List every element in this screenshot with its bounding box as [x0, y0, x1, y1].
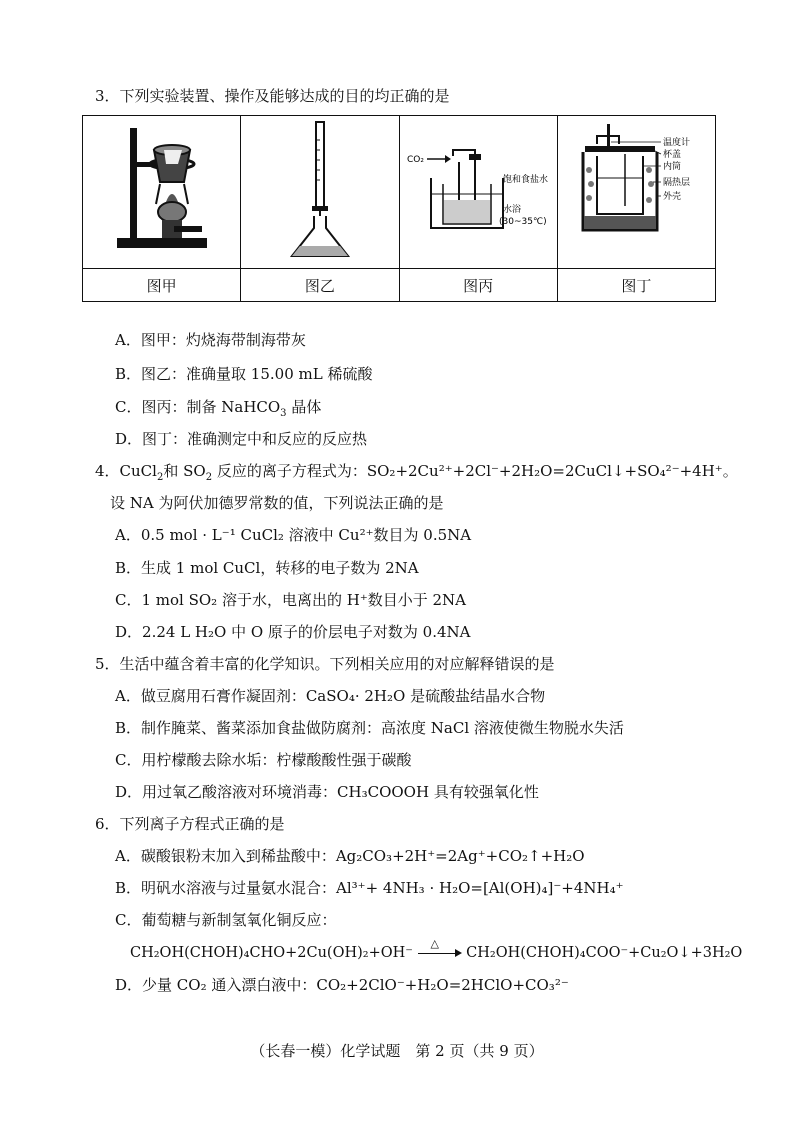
figure-ding [557, 116, 715, 269]
label-inner-cup: 内筒 [663, 162, 682, 172]
q5-option-c: C．用柠檬酸去除水垢：柠檬酸酸性强于碳酸 [115, 751, 412, 769]
label-thermometer: 温度计 [663, 138, 691, 148]
q3-stem: 3．下列实验装置、操作及能够达成的目的均正确的是 [95, 87, 450, 105]
q6-glucose-equation [130, 937, 743, 963]
q5-option-d: D．用过氧乙酸溶液对环境消毒：CH₃COOOH 具有较强氧化性 [115, 783, 539, 801]
apparatus-table [82, 115, 716, 302]
glucose-eq-right: CH₂OH(CHOH)₄COO⁻+Cu₂O↓+3H₂O [466, 945, 743, 961]
q3-option-a: A．图甲：灼烧海带制海带灰 [115, 331, 306, 349]
label-bath: 水浴 [503, 205, 522, 215]
q4-option-a: A．0.5 mol · L⁻¹ CuCl₂ 溶液中 Cu²⁺数目为 0.5NA [115, 526, 472, 544]
buret-flask-diagram [280, 120, 360, 260]
label-brine: 饱和食盐水 [503, 175, 549, 185]
caption-ding: 图丁 [557, 269, 715, 302]
q4-stem-line2: 设 NA 为阿伏加德罗常数的值，下列说法正确的是 [110, 494, 444, 512]
q6-stem: 6．下列离子方程式正确的是 [95, 815, 285, 833]
label-insulation: 隔热层 [663, 178, 691, 188]
q4-option-c: C．1 mol SO₂ 溶于水，电离出的 H⁺数目小于 2NA [115, 591, 466, 609]
caption-yi: 图乙 [241, 269, 399, 302]
calorimeter-diagram [561, 120, 711, 260]
q6-option-a: A．碳酸银粉末加入到稀盐酸中：Ag₂CO₃+2H⁺=2Ag⁺+CO₂↑+H₂O [115, 847, 585, 865]
q4-equation: SO₂+2Cu²⁺+2Cl⁻+2H₂O=2CuCl↓+SO₄²⁻+4H⁺。 [366, 462, 738, 480]
caption-jia: 图甲 [83, 269, 241, 302]
label-shell: 外壳 [663, 192, 682, 202]
q4-option-b: B．生成 1 mol CuCl，转移的电子数为 2NA [115, 559, 419, 577]
glucose-eq-left: CH₂OH(CHOH)₄CHO+2Cu(OH)₂+OH⁻ [130, 945, 413, 961]
label-lid: 杯盖 [663, 150, 682, 160]
figure-bing [399, 116, 557, 269]
label-temp-range: (30~35℃) [499, 217, 547, 227]
q4-option-d: D．2.24 L H₂O 中 O 原子的价层电子对数为 0.4NA [115, 623, 471, 641]
q3-option-b: B．图乙：准确量取 15.00 mL 稀硫酸 [115, 365, 373, 383]
heat-arrow-icon [418, 937, 462, 960]
q6-option-b: B．明矾水溶液与过量氨水混合：Al³⁺+ 4NH₃ · H₂O=[Al(OH)₄]⁻+4NH₄⁺ [115, 879, 624, 897]
nahco3-prep-diagram [403, 120, 553, 260]
q3-option-d: D．图丁：准确测定中和反应的反应热 [115, 430, 368, 448]
heat-condition: △ [430, 937, 439, 950]
q3-option-c: C．图丙：制备 NaHCO$_3$ 晶体 [115, 398, 322, 419]
figure-jia [83, 116, 241, 269]
crucible-stand-diagram [112, 120, 212, 260]
label-co2: CO₂ [407, 155, 425, 165]
figure-yi [241, 116, 399, 269]
caption-bing: 图丙 [399, 269, 557, 302]
page-footer: （长春一模）化学试题 第 2 页（共 9 页） [250, 1042, 544, 1060]
q5-option-b: B．制作腌菜、酱菜添加食盐做防腐剂：高浓度 NaCl 溶液使微生物脱水失活 [115, 719, 624, 737]
q5-option-a: A．做豆腐用石膏作凝固剂：CaSO₄· 2H₂O 是硫酸盐结晶水合物 [115, 687, 546, 705]
q5-stem: 5．生活中蕴含着丰富的化学知识。下列相关应用的对应解释错误的是 [95, 655, 555, 673]
q6-option-d: D．少量 CO₂ 通入漂白液中：CO₂+2ClO⁻+H₂O=2HClO+CO₃²⁻ [115, 976, 569, 994]
q6-option-c: C．葡萄糖与新制氢氧化铜反应： [115, 911, 337, 929]
q4-stem: 4．CuCl$_2$和 $SO_2$ 反应的离子方程式为：SO₂+2Cu²⁺+2Cl⁻+2H₂O=2CuCl↓+SO₄²⁻+4H⁺。 [95, 462, 738, 483]
